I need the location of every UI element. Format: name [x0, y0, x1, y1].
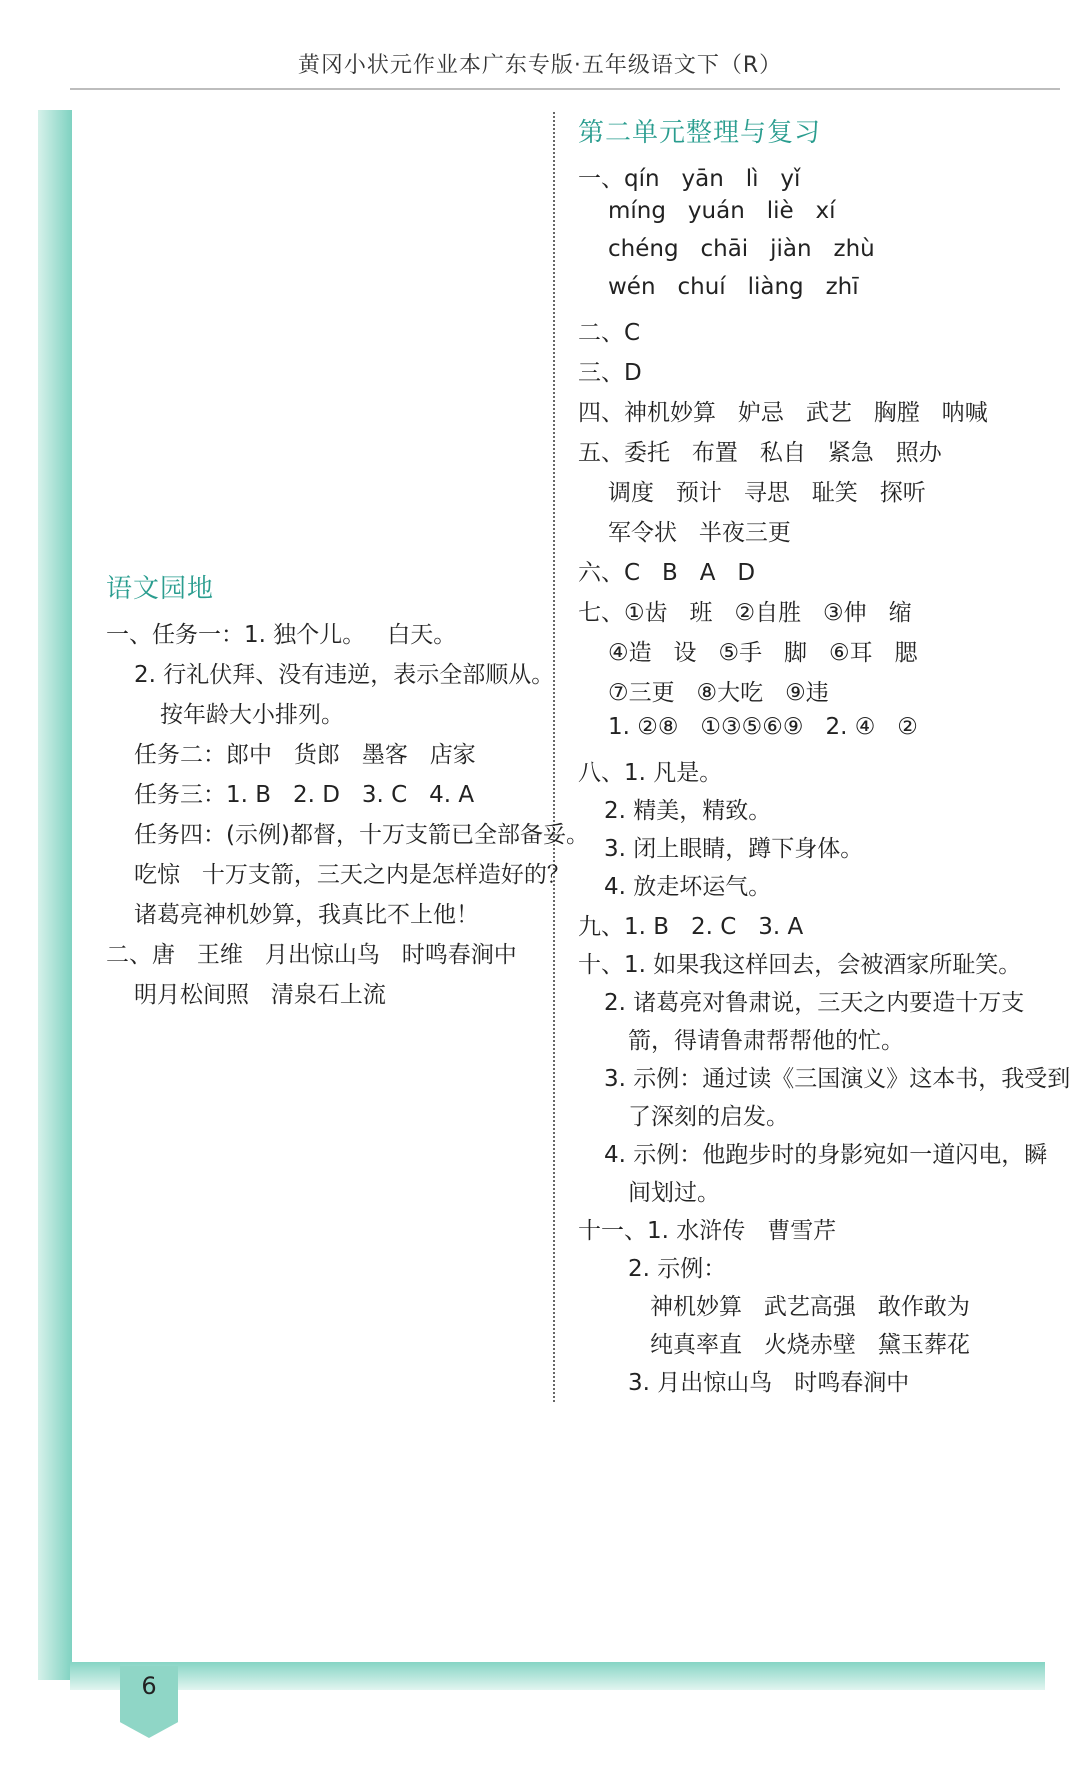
column-divider	[553, 112, 555, 1402]
left-line: 一、任务一：1. 独个儿。 白天。	[106, 622, 457, 648]
running-header: 黄冈小状元作业本广东专版·五年级语文下（R）	[297, 53, 783, 78]
right-line: chéng chāi jiàn zhù	[608, 236, 875, 262]
right-line: 4. 放走坏运气。	[604, 874, 772, 900]
left-line: 二、唐 王维 月出惊山鸟 时鸣春涧中	[106, 942, 517, 968]
left-line: 明月松间照 清泉石上流	[134, 982, 386, 1008]
left-section-title: 语文园地	[106, 574, 215, 604]
right-line: 3. 月出惊山鸟 时鸣春涧中	[628, 1370, 910, 1396]
right-line: 三、D	[578, 360, 642, 386]
left-line: 2. 行礼伏拜、没有违逆，表示全部顺从。	[134, 662, 555, 688]
left-line: 任务四：(示例)都督，十万支箭已全部备妥。	[134, 822, 589, 848]
right-line: 2. 精美，精致。	[604, 798, 772, 824]
right-line: 1. ②⑧ ①③⑤⑥⑨ 2. ④ ②	[608, 714, 918, 740]
right-line: 十、1. 如果我这样回去，会被酒家所耻笑。	[578, 952, 1022, 978]
right-line: 了深刻的启发。	[628, 1104, 789, 1130]
left-line: 诸葛亮神机妙算，我真比不上他！	[134, 902, 479, 928]
right-line: 十一、1. 水浒传 曹雪芹	[578, 1218, 837, 1244]
left-line: 任务二：郎中 货郎 墨客 店家	[134, 742, 476, 768]
right-line: 4. 示例：他跑步时的身影宛如一道闪电，瞬	[604, 1142, 1048, 1168]
page-edge-shade	[38, 110, 72, 1680]
right-line: 间划过。	[628, 1180, 720, 1206]
right-line: wén chuí liàng zhī	[608, 274, 859, 300]
right-line: 六、C B A D	[578, 560, 756, 586]
right-line: 七、①齿 班 ②自胜 ③伸 缩	[578, 600, 912, 626]
right-line: 纯真率直 火烧赤壁 黛玉葬花	[650, 1332, 970, 1358]
left-line: 吃惊 十万支箭，三天之内是怎样造好的？	[134, 862, 570, 888]
right-line: ⑦三更 ⑧大吃 ⑨违	[608, 680, 829, 706]
right-line: 3. 闭上眼睛，蹲下身体。	[604, 836, 864, 862]
header-rule	[70, 88, 1060, 90]
right-line: 3. 示例：通过读《三国演义》这本书，我受到	[604, 1066, 1071, 1092]
right-line: 2. 示例：	[628, 1256, 727, 1282]
right-line: 箭，得请鲁肃帮帮他的忙。	[628, 1028, 904, 1054]
right-line: 一、qín yān lì yǐ	[578, 166, 801, 192]
right-line: 四、神机妙算 妒忌 武艺 胸膛 呐喊	[578, 400, 988, 426]
right-line: 2. 诸葛亮对鲁肃说，三天之内要造十万支	[604, 990, 1025, 1016]
right-line: 八、1. 凡是。	[578, 760, 723, 786]
right-line: 二、C	[578, 320, 641, 346]
right-line: 调度 预计 寻思 耻笑 探听	[608, 480, 926, 506]
left-line: 按年龄大小排列。	[160, 702, 344, 728]
right-line: 五、委托 布置 私自 紧急 照办	[578, 440, 942, 466]
page-bottom-shade	[70, 1660, 1045, 1690]
right-line: 神机妙算 武艺高强 敢作敢为	[650, 1294, 970, 1320]
right-line: 九、1. B 2. C 3. A	[578, 914, 804, 940]
page-number: 6	[141, 1672, 157, 1700]
left-line: 任务三：1. B 2. D 3. C 4. A	[134, 782, 475, 808]
right-line: míng yuán liè xí	[608, 198, 836, 224]
right-section-title: 第二单元整理与复习	[578, 118, 822, 148]
right-line: ④造 设 ⑤手 脚 ⑥耳 腮	[608, 640, 918, 666]
right-line: 军令状 半夜三更	[608, 520, 791, 546]
